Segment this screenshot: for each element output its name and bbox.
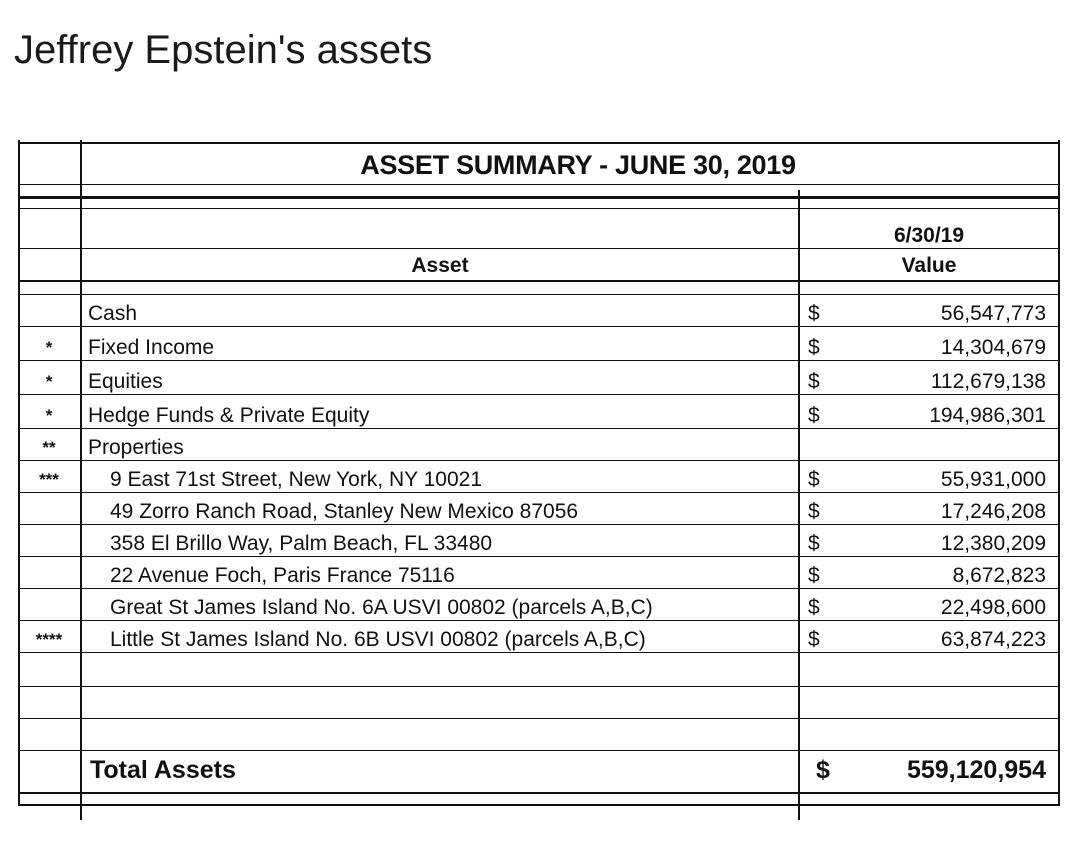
- column-header-rule: [18, 280, 1060, 282]
- row-marker: ***: [39, 470, 59, 489]
- asset-value: 56,547,773: [940, 302, 1046, 325]
- post-title: Jeffrey Epstein's assets: [14, 28, 433, 72]
- total-double-rule: [18, 804, 1060, 806]
- row-rule: [18, 750, 1060, 751]
- currency-symbol: $: [808, 596, 820, 619]
- asset-label: Fixed Income: [88, 336, 215, 359]
- currency-symbol: $: [808, 532, 820, 555]
- asset-value: 22,498,600: [940, 596, 1046, 619]
- currency-symbol: $: [808, 404, 820, 427]
- rule: [18, 184, 1060, 185]
- asset-value: 8,672,823: [952, 564, 1046, 587]
- date-column-header: 6/30/19: [893, 224, 965, 247]
- currency-symbol: $: [808, 628, 820, 651]
- document-heading: ASSET SUMMARY - JUNE 30, 2019: [360, 150, 796, 180]
- property-label: 49 Zorro Ranch Road, Stanley New Mexico 87056: [110, 500, 579, 523]
- row-marker: *: [45, 406, 53, 425]
- asset-value: 14,304,679: [940, 336, 1046, 359]
- table-border-right: [1058, 140, 1060, 805]
- row-rule: [18, 326, 1060, 327]
- asset-value: 63,874,223: [940, 628, 1046, 651]
- row-rule: [18, 394, 1060, 395]
- rule: [18, 248, 1060, 249]
- heading-rule: [18, 196, 1060, 199]
- asset-value: 112,679,138: [930, 370, 1046, 393]
- table-top-border: [18, 142, 1060, 144]
- row-rule: [18, 588, 1060, 589]
- row-marker: ****: [35, 630, 63, 649]
- total-assets-value: 559,120,954: [906, 756, 1046, 784]
- asset-label: Hedge Funds & Private Equity: [88, 404, 370, 427]
- property-label: 358 El Brillo Way, Palm Beach, FL 33480: [110, 532, 493, 555]
- value-column-divider: [798, 190, 800, 820]
- row-rule: [18, 492, 1060, 493]
- asset-value: 17,246,208: [940, 500, 1046, 523]
- property-label: 9 East 71st Street, New York, NY 10021: [110, 468, 483, 491]
- total-currency-symbol: $: [816, 756, 830, 784]
- asset-column-header: Asset: [411, 254, 469, 277]
- asset-label: Equities: [88, 370, 163, 393]
- asset-value: 55,931,000: [940, 468, 1046, 491]
- property-label: Little St James Island No. 6B USVI 00802 (parcels A,B,C): [110, 628, 646, 651]
- total-rule: [18, 792, 1060, 794]
- row-rule: [18, 652, 1060, 653]
- currency-symbol: $: [808, 370, 820, 393]
- currency-symbol: $: [808, 336, 820, 359]
- asset-summary-document: [18, 140, 1060, 820]
- asset-label: Cash: [88, 302, 138, 325]
- row-rule: [18, 360, 1060, 361]
- currency-symbol: $: [808, 500, 820, 523]
- asset-value: 12,380,209: [940, 532, 1046, 555]
- total-assets-label: Total Assets: [90, 756, 236, 784]
- currency-symbol: $: [808, 564, 820, 587]
- property-label: 22 Avenue Foch, Paris France 75116: [110, 564, 455, 587]
- row-marker: **: [42, 438, 56, 457]
- row-rule: [18, 524, 1060, 525]
- row-rule: [18, 620, 1060, 621]
- row-rule: [18, 428, 1060, 429]
- asset-label: Properties: [88, 436, 184, 459]
- value-column-header: Value: [901, 254, 957, 277]
- row-rule: [18, 686, 1060, 687]
- rule: [18, 208, 1060, 209]
- row-marker: *: [45, 338, 53, 357]
- currency-symbol: $: [808, 468, 820, 491]
- row-rule: [18, 556, 1060, 557]
- currency-symbol: $: [808, 302, 820, 325]
- row-rule: [18, 460, 1060, 461]
- row-marker: *: [45, 372, 53, 391]
- row-rule: [18, 718, 1060, 719]
- asset-value: 194,986,301: [929, 404, 1046, 427]
- property-label: Great St James Island No. 6A USVI 00802 (parcels A,B,C): [110, 596, 653, 619]
- rule: [18, 294, 1060, 295]
